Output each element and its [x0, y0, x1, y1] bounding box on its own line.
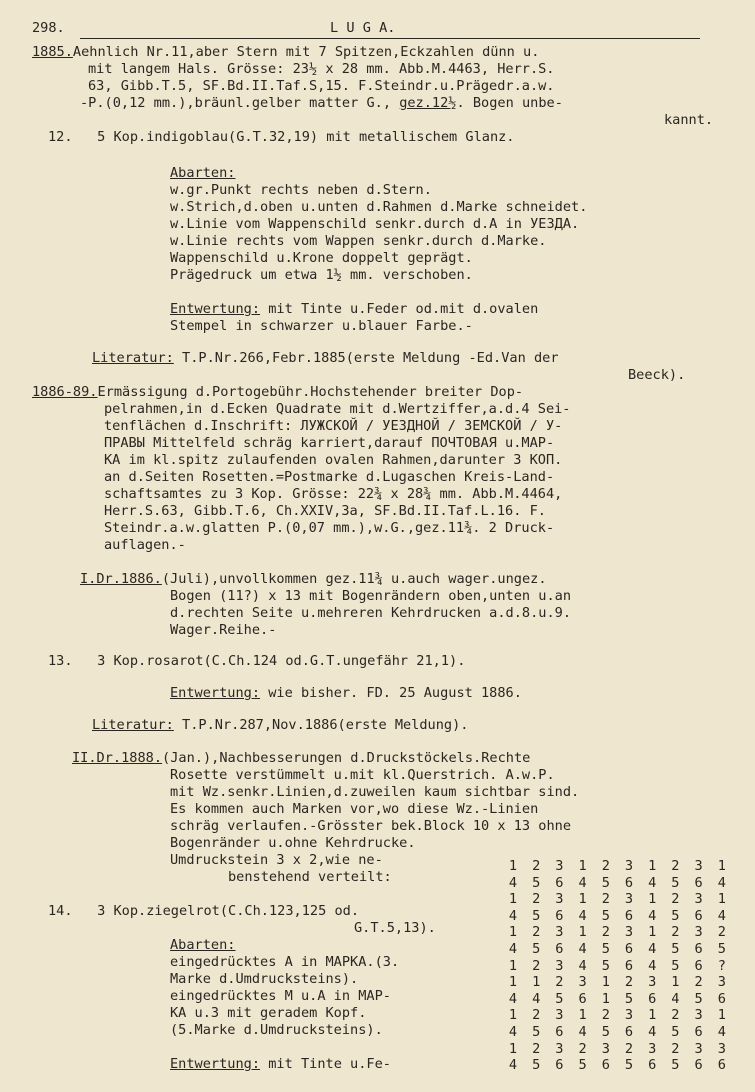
grid-cell: 1 — [508, 957, 518, 974]
text-line — [170, 971, 358, 988]
text-line — [170, 1056, 391, 1073]
grid-cell: 4 — [508, 1057, 518, 1074]
text-segment: КА u.3 mit geradem Kopf. — [170, 1005, 367, 1021]
grid-cell: 6 — [694, 941, 703, 957]
grid-cell: 5 — [532, 1057, 541, 1074]
page-title: L U G A. — [330, 20, 396, 36]
underlined-text: Entwertung: — [170, 685, 261, 701]
grid-cell: 2 — [601, 858, 610, 874]
grid-cell: 2 — [671, 1040, 680, 1057]
text-line — [72, 750, 530, 767]
text-line — [170, 622, 276, 639]
text-segment: Prägedruck um etwa 1½ mm. verschoben. — [170, 267, 473, 283]
text-segment: Stempel in schwarzer u.blauer Farbe.- — [170, 318, 473, 334]
grid-cell: 2 — [532, 858, 541, 874]
grid-cell: 1 — [508, 858, 518, 874]
text-line — [170, 588, 571, 605]
text-segment: an d.Seiten Rosetten.=Postmarke d.Lugaschen Kreis-Land- — [104, 469, 555, 485]
text-line — [104, 520, 554, 537]
text-line — [80, 95, 563, 112]
text-line — [170, 301, 538, 318]
underlined-text: Abarten: — [170, 937, 236, 953]
grid-cell: 4 — [648, 941, 657, 957]
grid-cell: 1 — [508, 974, 518, 991]
grid-cell: 2 — [671, 1007, 680, 1024]
grid-cell: 2 — [671, 924, 680, 941]
grid-cell: 5 — [601, 907, 610, 924]
text-segment: mit Tinte u.Fe- — [260, 1056, 391, 1072]
grid-cell: 4 — [648, 1024, 657, 1040]
underlined-text: 1886-89. — [32, 384, 98, 400]
grid-cell: 1 — [717, 1007, 726, 1024]
text-line — [104, 537, 186, 554]
text-line — [88, 61, 555, 78]
text-segment: Herr.S.63, Gibb.T.6, Ch.XXIV,3a, SF.Bd.II.Taf.L.16. F. — [104, 503, 546, 519]
grid-cell: 3 — [555, 891, 564, 908]
grid-cell: 4 — [578, 907, 587, 924]
text-segment: Ermässigung d.Portogebühr.Hochstehender breiter Dop- — [97, 384, 524, 400]
text-line — [104, 452, 562, 469]
text-segment: КА im kl.spitz zulaufenden ovalen Rahmen,darunter 3 КОП. — [104, 452, 563, 468]
grid-cell: 3 — [694, 924, 703, 941]
text-line — [170, 784, 579, 801]
grid-cell: 5 — [671, 1057, 680, 1074]
text-line — [170, 767, 555, 784]
grid-cell: 4 — [508, 941, 518, 957]
grid-cell: 2 — [601, 924, 610, 941]
text-segment: auflagen.- — [104, 537, 186, 553]
text-line — [628, 367, 685, 384]
text-line — [664, 112, 713, 129]
text-line — [354, 920, 436, 937]
text-segment: schaftsamtes zu 3 Kop. Grösse: 22¾ x 28¾ mm. Abb.M.4464, — [104, 486, 563, 502]
text-segment: Umdruckstein 3 x 2,wie ne- — [170, 852, 383, 868]
text-segment: Bogenränder u.ohne Kehrdrucke. — [170, 835, 416, 851]
grid-cell: 2 — [601, 1007, 610, 1024]
grid-cell: 4 — [578, 1024, 587, 1040]
grid-cell: 6 — [555, 907, 564, 924]
grid-cell: 4 — [508, 1024, 518, 1040]
text-line — [170, 852, 383, 869]
grid-cell: 5 — [624, 990, 634, 1007]
text-line — [170, 801, 538, 818]
grid-cell: 1 — [578, 858, 587, 874]
underlined-text: gez.12½ — [399, 95, 457, 111]
grid-cell: 3 — [555, 1007, 564, 1024]
grid-cell: 2 — [717, 924, 726, 941]
text-line — [104, 503, 546, 520]
grid-cell: 6 — [694, 1057, 703, 1074]
grid-cell: 1 — [648, 858, 657, 874]
grid-cell: 1 — [717, 858, 726, 874]
text-segment: Beeck). — [628, 367, 686, 383]
text-segment: mit langem Hals. Grösse: 23½ x 28 mm. Abb.M.4463, Herr.S. — [88, 61, 555, 77]
text-segment: 14. 3 Kop.ziegelrot(C.Ch.123,125 od. — [48, 903, 359, 919]
text-segment: 63, Gibb.T.5, SF.Bd.II.Taf.S,15. F.Steindr.u.Prägedr.a.w. — [88, 78, 555, 94]
text-segment: . Bogen unbe- — [456, 95, 563, 111]
grid-cell: 5 — [532, 941, 541, 957]
grid-cell: 6 — [624, 941, 634, 957]
grid-cell: 5 — [532, 1024, 541, 1040]
grid-cell: 4 — [648, 957, 657, 974]
text-segment: Rosette verstümmelt u.mit kl.Querstrich. A.w.P. — [170, 767, 555, 783]
grid-cell: 5 — [601, 874, 610, 891]
text-segment: mit Tinte u.Feder od.mit d.ovalen — [260, 301, 539, 317]
text-segment: eingedrücktes A in МАРКА.(3. — [170, 954, 400, 970]
grid-cell: 3 — [601, 1040, 610, 1057]
text-line — [88, 78, 555, 95]
grid-cell: 2 — [671, 891, 680, 908]
grid-cell: 1 — [671, 974, 680, 991]
grid-cell: 4 — [508, 990, 518, 1007]
text-line — [170, 250, 473, 267]
text-segment: benstehend verteilt: — [228, 869, 392, 885]
grid-cell: 5 — [601, 957, 610, 974]
grid-cell: 2 — [532, 924, 541, 941]
grid-cell: 4 — [578, 957, 587, 974]
text-line — [170, 605, 571, 622]
grid-cell: 3 — [648, 974, 657, 991]
grid-cell: 1 — [717, 891, 726, 908]
text-segment: Es kommen auch Marken vor,wo diese Wz.-Linien — [170, 801, 539, 817]
text-line — [170, 988, 391, 1005]
grid-cell: 6 — [717, 990, 726, 1007]
grid-cell: 3 — [717, 974, 726, 991]
text-line — [170, 216, 579, 233]
grid-cell: 1 — [601, 990, 610, 1007]
grid-cell: 6 — [624, 957, 634, 974]
grid-cell: 5 — [671, 957, 680, 974]
text-line — [228, 869, 392, 886]
text-line — [170, 318, 473, 335]
grid-cell: 6 — [648, 1057, 657, 1074]
text-line — [104, 401, 571, 418]
text-line — [170, 954, 399, 971]
text-segment: mit Wz.senkr.Linien,d.zuweilen kaum sichtbar sind. — [170, 784, 580, 800]
text-line — [170, 937, 235, 954]
text-line — [170, 818, 571, 835]
grid-cell: 6 — [648, 990, 657, 1007]
underlined-text: Entwertung: — [170, 1056, 261, 1072]
text-line — [32, 384, 523, 401]
text-segment: eingedrücktes M u.A in MAP- — [170, 988, 391, 1004]
grid-cell: 3 — [555, 1040, 564, 1057]
grid-cell: 3 — [555, 957, 564, 974]
text-segment: Steindr.a.w.glatten P.(0,07 mm.),w.G.,gez.11¾. 2 Druck- — [104, 520, 555, 536]
grid-cell: 1 — [648, 891, 657, 908]
text-segment: T.P.Nr.266,Febr.1885(erste Meldung -Ed.Van der — [173, 350, 559, 366]
grid-cell: 5 — [671, 907, 680, 924]
grid-cell: 3 — [624, 1007, 634, 1024]
grid-cell: 5 — [671, 941, 680, 957]
grid-cell: 3 — [624, 891, 634, 908]
grid-cell: 4 — [578, 874, 587, 891]
page-number: 298. — [32, 20, 65, 36]
grid-cell: 4 — [508, 874, 518, 891]
text-segment: w.Linie rechts vom Wappen senkr.durch d.Marke. — [170, 233, 547, 249]
text-line — [170, 165, 235, 182]
grid-cell: 3 — [694, 1007, 703, 1024]
text-segment: w.Strich,d.oben u.unten d.Rahmen d.Marke schneidet. — [170, 199, 588, 215]
grid-cell: 5 — [671, 1024, 680, 1040]
grid-cell: 3 — [555, 858, 564, 874]
grid-cell: 1 — [508, 1040, 518, 1057]
grid-cell: 6 — [694, 1024, 703, 1040]
grid-cell: 6 — [694, 874, 703, 891]
grid-cell: 1 — [601, 974, 610, 991]
grid-cell: ? — [717, 957, 726, 974]
grid-cell: 4 — [532, 990, 541, 1007]
grid-cell: 5 — [717, 941, 726, 957]
underlined-text: 1885. — [32, 44, 73, 60]
grid-cell: 1 — [532, 974, 541, 991]
text-segment: (5.Marke d.Umdrucksteins). — [170, 1022, 383, 1038]
text-segment: tenflächen d.Inschrift: ЛУЖСКОЙ / УЕЗДНОЙ / ЗЕМСКОЙ / У- — [104, 418, 563, 434]
grid-cell: 3 — [717, 1040, 726, 1057]
text-line — [104, 418, 562, 435]
grid-cell: 6 — [578, 990, 587, 1007]
underlined-text: II.Dr.1888. — [72, 750, 163, 766]
text-segment: Wappenschild u.Krone doppelt geprägt. — [170, 250, 473, 266]
text-segment: wie bisher. FD. 25 August 1886. — [260, 685, 522, 701]
text-segment: ПРАВЫ Mittelfeld schräg karriert,darauf ПОЧТОВАЯ u.МАР- — [104, 435, 555, 451]
grid-cell: 2 — [532, 891, 541, 908]
grid-cell: 2 — [671, 858, 680, 874]
text-line — [170, 1022, 383, 1039]
grid-cell: 3 — [624, 924, 634, 941]
grid-cell: 6 — [555, 941, 564, 957]
grid-cell: 4 — [717, 907, 726, 924]
text-segment: Bogen (11?) x 13 mit Bogenrändern oben,unten u.an — [170, 588, 572, 604]
grid-cell: 1 — [578, 924, 587, 941]
text-segment: 13. 3 Kop.rosarot(C.Ch.124 od.G.T.ungefähr 21,1). — [48, 653, 466, 669]
text-line — [92, 717, 468, 734]
text-line — [104, 486, 562, 503]
underlined-text: Entwertung: — [170, 301, 261, 317]
grid-cell: 3 — [694, 891, 703, 908]
grid-cell: 6 — [555, 874, 564, 891]
grid-cell: 6 — [601, 1057, 610, 1074]
grid-cell: 3 — [555, 924, 564, 941]
text-line — [170, 685, 522, 702]
underlined-text: Literatur: — [92, 717, 174, 733]
underlined-text: I.Dr.1886. — [80, 571, 162, 587]
grid-cell: 3 — [648, 1040, 657, 1057]
grid-cell: 3 — [694, 858, 703, 874]
text-line — [104, 469, 554, 486]
text-segment: w.gr.Punkt rechts neben d.Stern. — [170, 182, 432, 198]
text-segment: schräg verlaufen.-Grösster bek.Block 10 x 13 ohne — [170, 818, 572, 834]
grid-cell: 5 — [532, 907, 541, 924]
text-segment: Marke d.Umdrucksteins). — [170, 971, 359, 987]
grid-cell: 3 — [694, 1040, 703, 1057]
grid-cell: 2 — [694, 974, 703, 991]
grid-cell: 6 — [555, 1024, 564, 1040]
text-segment: 12. 5 Kop.indigoblau(G.T.32,19) mit metallischem Glanz. — [48, 129, 515, 145]
text-segment: G.T.5,13). — [354, 920, 436, 936]
grid-cell: 6 — [694, 957, 703, 974]
grid-cell: 1 — [648, 924, 657, 941]
header-rule — [80, 38, 700, 39]
text-line — [32, 44, 539, 61]
text-line — [170, 1005, 366, 1022]
grid-cell: 3 — [578, 974, 587, 991]
text-line — [170, 233, 546, 250]
grid-cell: 1 — [578, 1007, 587, 1024]
grid-cell: 2 — [532, 1007, 541, 1024]
text-line — [80, 571, 547, 588]
grid-cell: 2 — [578, 1040, 587, 1057]
grid-cell: 6 — [717, 1057, 726, 1074]
text-segment: Aehnlich Nr.11,aber Stern mit 7 Spitzen,Eckzahlen dünn u. — [72, 44, 540, 60]
grid-cell: 6 — [624, 1024, 634, 1040]
text-line — [170, 182, 432, 199]
text-segment: pelrahmen,in d.Ecken Quadrate mit d.Wertziffer,a.d.4 Sei- — [104, 401, 571, 417]
underlined-text: Abarten: — [170, 165, 236, 181]
grid-cell: 5 — [624, 1057, 634, 1074]
grid-cell: 2 — [624, 1040, 634, 1057]
grid-cell: 6 — [624, 907, 634, 924]
text-segment: kannt. — [664, 112, 714, 128]
grid-cell: 4 — [671, 990, 680, 1007]
grid-cell: 3 — [624, 858, 634, 874]
grid-cell: 5 — [555, 990, 564, 1007]
grid-cell: 4 — [717, 874, 726, 891]
grid-cell: 2 — [624, 974, 634, 991]
grid-cell: 5 — [578, 1057, 587, 1074]
grid-cell: 2 — [532, 957, 541, 974]
text-line — [170, 267, 473, 284]
grid-cell: 1 — [578, 891, 587, 908]
grid-cell: 2 — [532, 1040, 541, 1057]
grid-cell: 2 — [601, 891, 610, 908]
text-line — [48, 653, 465, 670]
text-line — [170, 835, 416, 852]
text-segment: (Juli),unvollkommen gez.11¾ u.auch wager.ungez. — [161, 571, 547, 587]
grid-cell: 5 — [601, 941, 610, 957]
text-segment: w.Linie vom Wappenschild senkr.durch d.A in УЕЗДА. — [170, 216, 580, 232]
underlined-text: Literatur: — [92, 350, 174, 366]
text-segment: T.P.Nr.287,Nov.1886(erste Meldung). — [173, 717, 469, 733]
grid-cell: 2 — [555, 974, 564, 991]
text-line — [92, 350, 559, 367]
text-line — [48, 903, 359, 920]
grid-cell: 6 — [555, 1057, 564, 1074]
text-segment: d.rechten Seite u.mehreren Kehrdrucken a.d.8.u.9. — [170, 605, 572, 621]
grid-cell: 1 — [508, 1007, 518, 1024]
grid-cell: 6 — [694, 907, 703, 924]
grid-cell: 4 — [717, 1024, 726, 1040]
text-segment: Wager.Reihe.- — [170, 622, 277, 638]
grid-cell: 1 — [508, 924, 518, 941]
grid-cell: 6 — [624, 874, 634, 891]
grid-cell: 4 — [648, 874, 657, 891]
grid-cell: 4 — [648, 907, 657, 924]
grid-cell: 5 — [694, 990, 703, 1007]
grid-cell: 1 — [648, 1007, 657, 1024]
grid-cell: 1 — [508, 891, 518, 908]
grid-cell: 5 — [671, 874, 680, 891]
grid-cell: 5 — [601, 1024, 610, 1040]
text-line — [170, 199, 587, 216]
text-line — [104, 435, 554, 452]
text-segment: -P.(0,12 mm.),bräunl.gelber matter G., — [80, 95, 400, 111]
grid-cell: 4 — [508, 907, 518, 924]
text-line — [48, 129, 515, 146]
grid-cell: 4 — [578, 941, 587, 957]
text-segment: (Jan.),Nachbesserungen d.Druckstöckels.Rechte — [162, 750, 531, 766]
grid-cell: 5 — [532, 874, 541, 891]
